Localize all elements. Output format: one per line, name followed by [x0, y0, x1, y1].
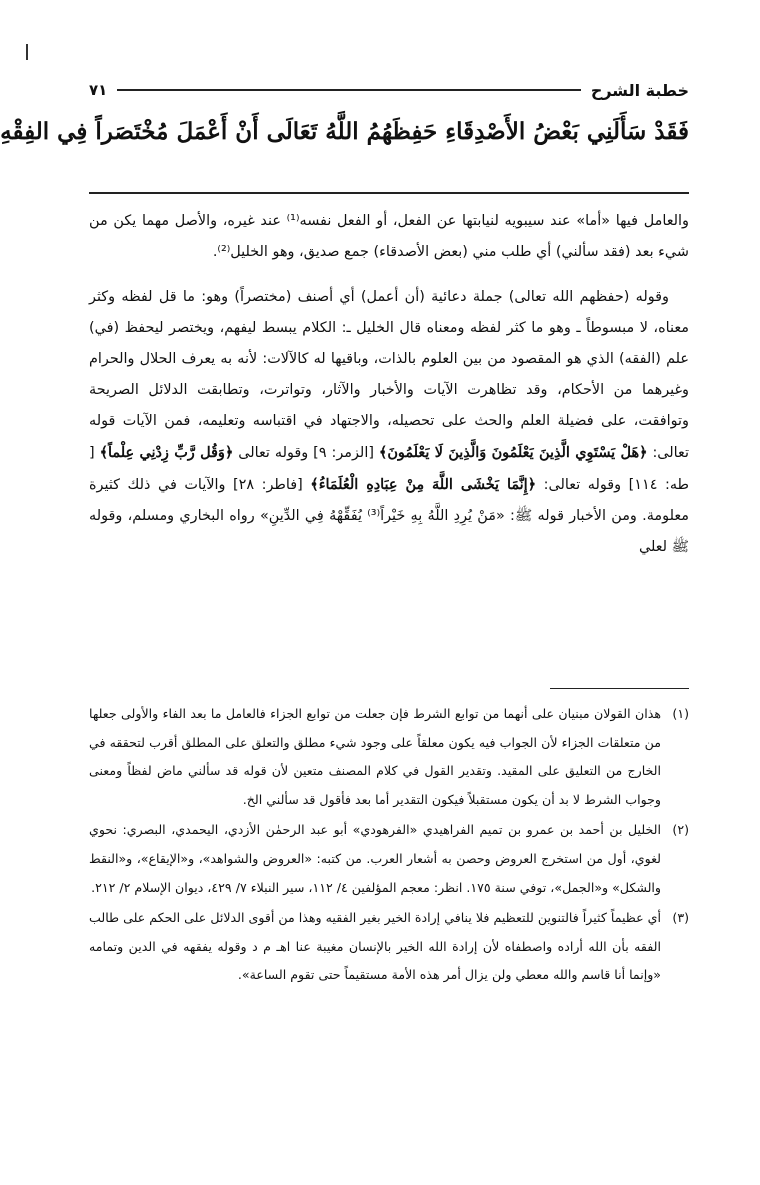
running-header: [89, 78, 689, 102]
paragraph-2-part-a: وقوله (حفظهم الله تعالى) جملة دعائية (أن أعمل) أي أصنف (مختصراً) وهو: ما قل لفظه وكثر معناه، لا مبسوطاً ـ وهو ما كثر لفظه ومعناه قال الخليل ـ: الكلام يبسط ليفهم، ويختصر ليحفظ (في) علم (الفقه) الذي هو المقصود من بين العلوم بالذات، وباقيها له كالآلات: لأنه به يعرف الحلال والحرام وغيرهما من الأحكام، وقد تظاهرت الآيات والأخبار والآثار، وتواترت، وتطابقت الدلائل الصريحة وتوافقت، على فضيلة العلم والحث على تحصيله، والاجتهاد في اقتباسه وتعليمه، فمن الآيات قوله تعالى:: [89, 289, 689, 461]
footnote-text: أي عظيماً كثيراً فالتنوين للتعظيم فلا ينافي إرادة الخير بغير الفقيه وهذا من أقوى الدلائل على الحكم على طالب الفقه بأن الله أراده واصطفاه لأن إرادة الله الخير بالإنسان مغيبة عنا اهـ م د وقوله يفقهه في الدين وتمامه «وإنما أنا قاسم والله معطي ولن يزال أمر هذه الأمة مستقيماً حتى تقوم الساعة».: [89, 910, 661, 983]
page-number: ٧١: [89, 81, 108, 99]
paragraph-2-part-b: [الزمر: ٩] وقوله تعالى: [233, 445, 379, 461]
footnote-3: [89, 904, 689, 990]
commentary-paragraph-1: والعامل فيها «أما» عند سيبويه لنيابتها عن الفعل، أو الفعل نفسه⁽¹⁾ عند غيره، والأصل مهما يكن من شيء بعد (فقد سألني) أي طلب مني (بعض الأصدقاء) جمع صديق، وهو الخليل⁽²⁾.: [89, 213, 689, 260]
hadith-quote: «مَنْ يُرِدِ اللَّهُ بِهِ خَيْراً⁽³⁾ يُفَقِّهْهُ فِي الدِّينِ»: [259, 508, 505, 524]
footnote-number: (٣): [672, 910, 689, 926]
commentary-body: [89, 206, 689, 563]
footnotes: [89, 700, 689, 992]
corner-mark: [26, 44, 28, 60]
header-rule: [117, 89, 581, 91]
matn-divider: [89, 192, 689, 194]
footnote-1: [89, 700, 689, 814]
paragraph-2-part-c: [ طه: ١١٤] وقوله تعالى:: [89, 445, 689, 493]
footnote-divider: [550, 688, 689, 689]
footnote-text: هذان القولان مبنيان على أنهما من توابع الشرط فإن جعلت من توابع الجزاء فالعامل ما بعد الفاء والأولى جعلها من متعلقات الجزاء لأن الجواب فيه يكون معلقاً على وجود شيء مطلق والتعلق على المطلق أقرب لتحققه في الخارج من التعليق على المقيد. وتقدير القول في كلام المصنف متعين لأن قوله قد سألني ماض لفظاً ومعنى وجواب الشرط لا بد أن يكون مستقبلاً فيكون التقدير أما بعد فأقول قد سألني الخ.: [89, 706, 661, 807]
paragraph-2-part-d: [فاطر: ٢٨] والآيات في ذلك كثيرة معلومة. ومن الأخبار قوله ﷺ:: [89, 477, 689, 524]
footnote-number: (٢): [672, 822, 689, 838]
paragraph-2-part-e: رواه البخاري ومسلم، وقوله ﷺ لعلي: [89, 508, 689, 555]
quran-verse-3: ﴿إِنَّمَا يَخْشَى اللَّهَ مِنْ عِبَادِهِ الْعُلَمَاءُ﴾: [310, 476, 537, 493]
footnote-2: [89, 816, 689, 902]
commentary-paragraph-2: [89, 282, 689, 563]
matn-text: فَقَدْ سَأَلَنِي بَعْضُ الأَصْدِقَاءِ حَفِظَهُمُ اللَّهُ تَعَالَى أَنْ أَعْمَلَ مُخْتَصَراً فِي الفِقْهِ: [0, 118, 689, 145]
footnote-number: (١): [672, 706, 689, 721]
quran-verse-1: ﴿هَلْ يَسْتَوِي الَّذِينَ يَعْلَمُونَ وَالَّذِينَ لَا يَعْلَمُونَ﴾: [378, 444, 648, 461]
quran-verse-2: ﴿وَقُل رَّبِّ زِدْنِي عِلْماً﴾: [99, 444, 234, 461]
footnote-text: الخليل بن أحمد بن عمرو بن تميم الفراهيدي «الفرهودي» أبو عبد الرحمٰن الأزدي، اليحمدي، البصري: نحوي لغوي، أول من استخرج العروض وحصن به أشعار العرب. من كتبه: «العروض والشواهد»، و«الإيقاع»، و«النقط والشكل» و«الجمل»، توفي سنة ١٧٥. انظر: معجم المؤلفين ٤/ ١١٢، سير النبلاء ٧/ ٤٢٩، ديوان الإسلام ٢/ ٢١٢.: [89, 822, 661, 895]
header-title: خطبة الشرح: [590, 80, 689, 100]
